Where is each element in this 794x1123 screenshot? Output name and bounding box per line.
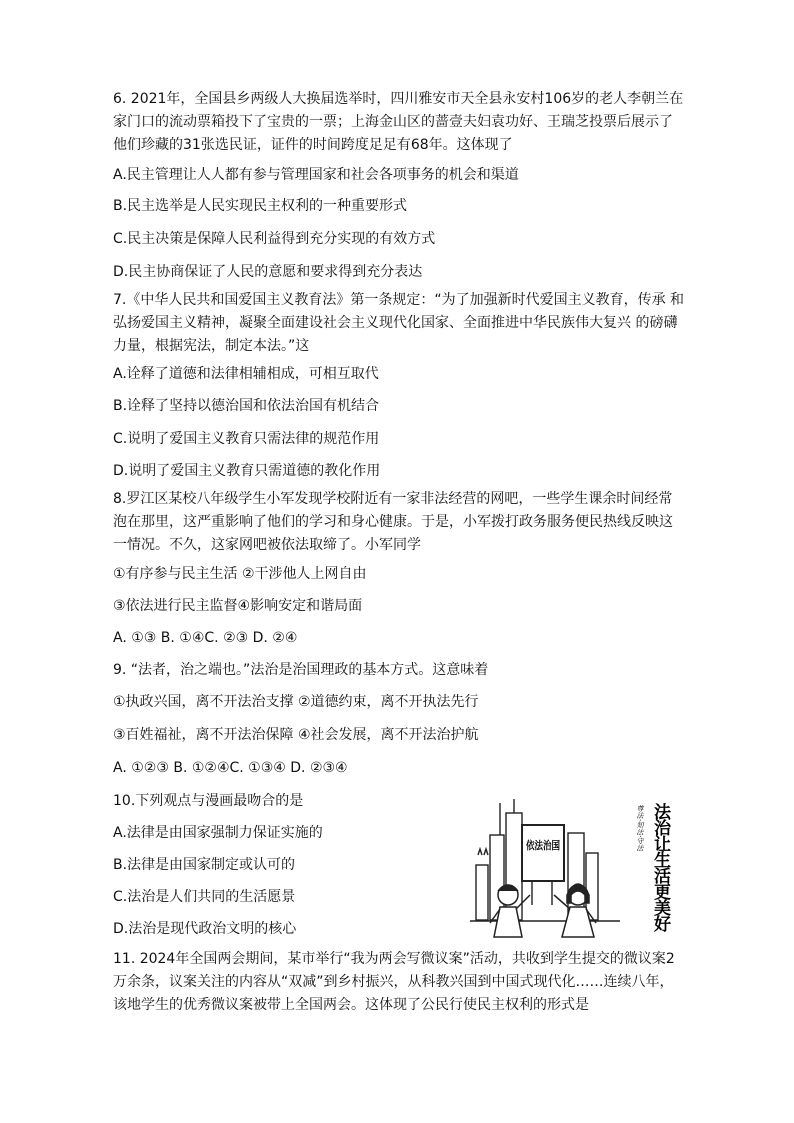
question-8-items-1: ①有序参与民主生活 ②干涉他人上网自由	[113, 566, 367, 582]
question-6-option-b: B.民主选举是人民实现民主权利的一种重要形式	[113, 198, 408, 214]
question-10-stem: 10.下列观点与漫画最吻合的是	[113, 793, 304, 809]
cartoon-sign-text-line1: 依法治国	[526, 839, 570, 852]
question-7-option-b: B.诠释了坚持以德治国和依法治国有机结合	[113, 398, 380, 414]
question-10-option-b: B.法律是由国家制定或认可的	[113, 857, 296, 873]
question-9-items-1: ①执政兴国，离不开法治支撑 ②道德约束，离不开执法先行	[113, 694, 479, 710]
question-10-option-c: C.法治是人们共同的生活愿景	[113, 889, 296, 905]
question-8-stem: 8.罗江区某校八年级学生小军发现学校附近有一家非法经营的网吧，一些学生课余时间经常泡在那里，这严重影响了他们的学习和身心健康。于是，小军拨打政务服务便民热线反映这一情况。不久，这家网吧被依法取缔了。小军同学	[113, 491, 673, 553]
question-7-stem: 7.《中华人民共和国爱国主义教育法》第一条规定：“为了加强新时代爱国主义教育，传承 和弘扬爱国主义精神，凝聚全面建设社会主义现代化国家、全面推进中华民族伟大复兴 的磅礴力量，根据宪法，制定本法。”这	[113, 292, 685, 354]
question-6-option-a: A.民主管理让人人都有参与管理国家和社会各项事务的机会和渠道	[113, 167, 519, 183]
question-8-answers: A. ①③ B. ①④C. ②③ D. ②④	[113, 630, 298, 646]
question-6-stem: 6. 2021年，全国县乡两级人大换届选举时，四川雅安市天全县永安村106岁的老人李朝兰在家门口的流动票箱投下了宝贵的一票；上海金山区的蔷壹夫妇袁功好、王瑞芝投票后展示了他们珍藏的31张选民证，证件的时间跨度足足有68年。这体现了	[113, 91, 684, 153]
cartoon-slogan-small: 尊法·知法·守法	[636, 805, 644, 852]
question-10-option-a: A.法律是由国家强制力保证实施的	[113, 825, 323, 841]
cartoon-children	[490, 884, 596, 937]
question-7-option-d: D.说明了爱国主义教育只需道德的教化作用	[113, 463, 381, 479]
question-7-option-a: A.诠释了道德和法律相辅相成，可相互取代	[113, 366, 379, 382]
question-9-stem: 9. “法者，治之端也。”法治是治国理政的基本方式。这意味着	[113, 662, 489, 678]
question-9-items-2: ③百姓福祉，离不开法治保障 ④社会发展，离不开法治护航	[113, 727, 479, 743]
question-10-option-d: D.法治是现代政治文明的核心	[113, 921, 297, 937]
cartoon-building-2	[476, 865, 488, 920]
cartoon-slogan	[636, 802, 672, 933]
cartoon-slogan-main: 法治让生活更美好	[650, 803, 670, 931]
question-11-stem: 11. 2024年全国两会期间，某市举行“我为两会写微议案”活动，共收到学生提交的微议案2万余条，议案关注的内容从“双减”到乡村振兴，从科教兴国到中国式现代化……连续八年，该地学生的优秀微议案被带上全国两会。这体现了公民行使民主权利的形式是	[113, 951, 675, 1013]
question-6-option-c: C.民主决策是保障人民利益得到充分实现的有效方式	[113, 231, 436, 247]
question-6-option-d: D.民主协商保证了人民的意愿和要求得到充分表达	[113, 264, 423, 280]
question-9-answers: A. ①②③ B. ①②④C. ①③④ D. ②③④	[113, 760, 348, 776]
cartoon-building-5	[586, 853, 598, 920]
question-7-option-c: C.说明了爱国主义教育只需法律的规范作用	[113, 431, 380, 447]
cartoon-sign	[522, 825, 570, 905]
question-8-items-2: ③依法进行民主监督④影响安定和谐局面	[113, 598, 363, 614]
law-cartoon-illustration	[470, 795, 690, 945]
